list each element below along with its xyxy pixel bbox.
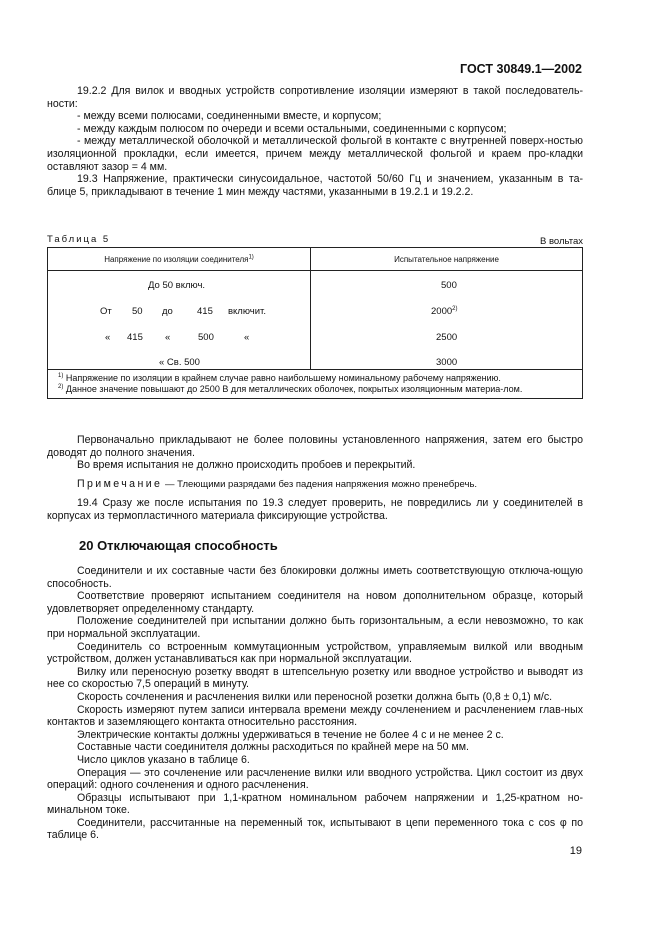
paragraph: Составные части соединителя должны расходиться по крайней мере на 50 мм. <box>77 741 469 754</box>
text-block-section-20 <box>47 565 583 842</box>
table-cell: « <box>105 332 111 343</box>
note: Примечание — Тлеющими разрядами без падения напряжения можно пренебречь. <box>77 477 478 490</box>
table-header-test-voltage: Испытательное напряжение <box>311 248 583 271</box>
table-cell: включит. <box>228 306 266 317</box>
text-block-top <box>47 85 583 198</box>
page-number: 19 <box>569 845 582 857</box>
table-header-voltage: Напряжение по изоляции соединителя$^{1)}$ <box>48 248 311 271</box>
paragraph-19-3: 19.3 Напряжение, практически синусоидальное, частотой 50/60 Гц и значением, указанным в та-блице 5, прикладывают в течение 1 мин между частями, указанными в 19.2.1 и 19.2.2. <box>47 173 583 198</box>
text-block-middle <box>47 434 583 523</box>
document-header: ГОСТ 30849.1—2002 <box>460 62 582 76</box>
table-cell: 415 <box>127 332 143 343</box>
table-cell: 415 <box>197 306 213 317</box>
list-item: - между металлической оболочкой и металлической фольгой в контакте с внутренней поверх-ностью изоляционной прокладки, если имеется, причем между металлической фольгой и краем про-кладки оставляют зазор = 4 мм. <box>47 135 583 173</box>
table-cell: « Св. 500 <box>159 357 200 368</box>
table-cell: 500 <box>198 332 214 343</box>
paragraph: Во время испытания не должно происходить пробоев и перекрытий. <box>77 459 416 472</box>
section-title: 20 Отключающая способность <box>79 538 278 553</box>
table-5 <box>47 247 583 399</box>
paragraph: Скорость сочленения и расчленения вилки или переносной розетки должна быть (0,8 ± 0,1) м/с. <box>77 690 553 703</box>
paragraph: Соединители, рассчитанные на переменный ток, испытывают в цепи переменного тока с cos φ по таблице 6. <box>47 816 583 842</box>
table-cell: 50 <box>132 306 143 317</box>
table-cell: до <box>162 306 173 317</box>
paragraph: Число циклов указано в таблице 6. <box>77 753 250 766</box>
paragraph: Скорость измеряют путем записи интервала времени между сочленением и расчленением глав-ных контактов и заземляющего контакта относительно расстояния. <box>47 703 583 729</box>
paragraph-19-4: 19.4 Сразу же после испытания по 19.3 следует проверить, не повредились ли у соединителей в корпусах из термопластичного материала фиксирующие устройства. <box>47 497 583 522</box>
table-cell-voltage-range <box>48 271 311 370</box>
paragraph: Соединитель со встроенным коммутационным устройством, управляемым вилкой или вводным устройством, должен устанавливаться как при нормальной эксплуатации. <box>47 640 583 666</box>
paragraph: Соответствие проверяют испытанием соединителя на новом дополнительном образце, который удовлетворяет определенному стандарту. <box>47 590 583 615</box>
paragraph: Электрические контакты должны удерживаться в течение не более 4 с и не менее 2 с. <box>77 728 504 741</box>
table-cell: До 50 включ. <box>148 280 206 291</box>
table-cell: « <box>244 332 250 343</box>
paragraph: Операция — это сочленение или расчленение вилки или вводного устройства. Цикл состоит из двух операций: одного сочленения и одного расчленения. <box>47 766 583 792</box>
list-item: - между всеми полюсами, соединенными вместе, и корпусом; <box>77 110 382 123</box>
paragraph: Образцы испытывают при 1,1-кратном номинальном рабочем напряжении и 1,25-кратном но-минальном токе. <box>47 791 583 817</box>
paragraph-19-2-2: 19.2.2 Для вилок и вводных устройств сопротивление изоляции измеряют в такой последователь-ности: <box>47 85 583 110</box>
table-cell: От <box>100 306 112 317</box>
paragraph: Соединители и их составные части без блокировки должны иметь соответствующую отключа-ющую способность. <box>47 565 583 590</box>
paragraph: Положение соединителей при испытании должно быть горизонтальным, а если невозможно, то как при нормальной эксплуатации. <box>47 615 583 640</box>
table-footnotes <box>48 370 583 399</box>
table-units: В вольтах <box>539 236 583 247</box>
table-caption: Таблица 5 <box>47 234 111 245</box>
list-item: - между каждым полюсом по очереди и всеми остальными, соединенными с корпусом; <box>77 122 507 135</box>
table-cell: 2500 <box>436 332 458 343</box>
table-cell: 3000 <box>436 357 458 368</box>
paragraph: Вилку или переносную розетку вводят в штепсельную розетку или вводное устройство и выводят из нее со скоростью 7,5 операций в минуту. <box>47 665 583 691</box>
table-cell-test-voltage <box>311 271 583 370</box>
footnote: $^{1)}$ Напряжение по изоляции в крайнем случае равно наибольшему номинальному рабочему напряжению. <box>58 373 501 383</box>
table-cell: 500 <box>441 280 457 291</box>
table-cell: « <box>165 332 171 343</box>
footnote: $^{2)}$ Данное значение повышают до 2500 В для металлических оболочек, покрытых изоляционным материа-лом. <box>58 383 523 394</box>
paragraph: Первоначально прикладывают не более половины установленного напряжения, затем его быстро доводят до полного значения. <box>47 434 583 459</box>
table-cell: 2000$^{2)}$ <box>431 305 458 317</box>
